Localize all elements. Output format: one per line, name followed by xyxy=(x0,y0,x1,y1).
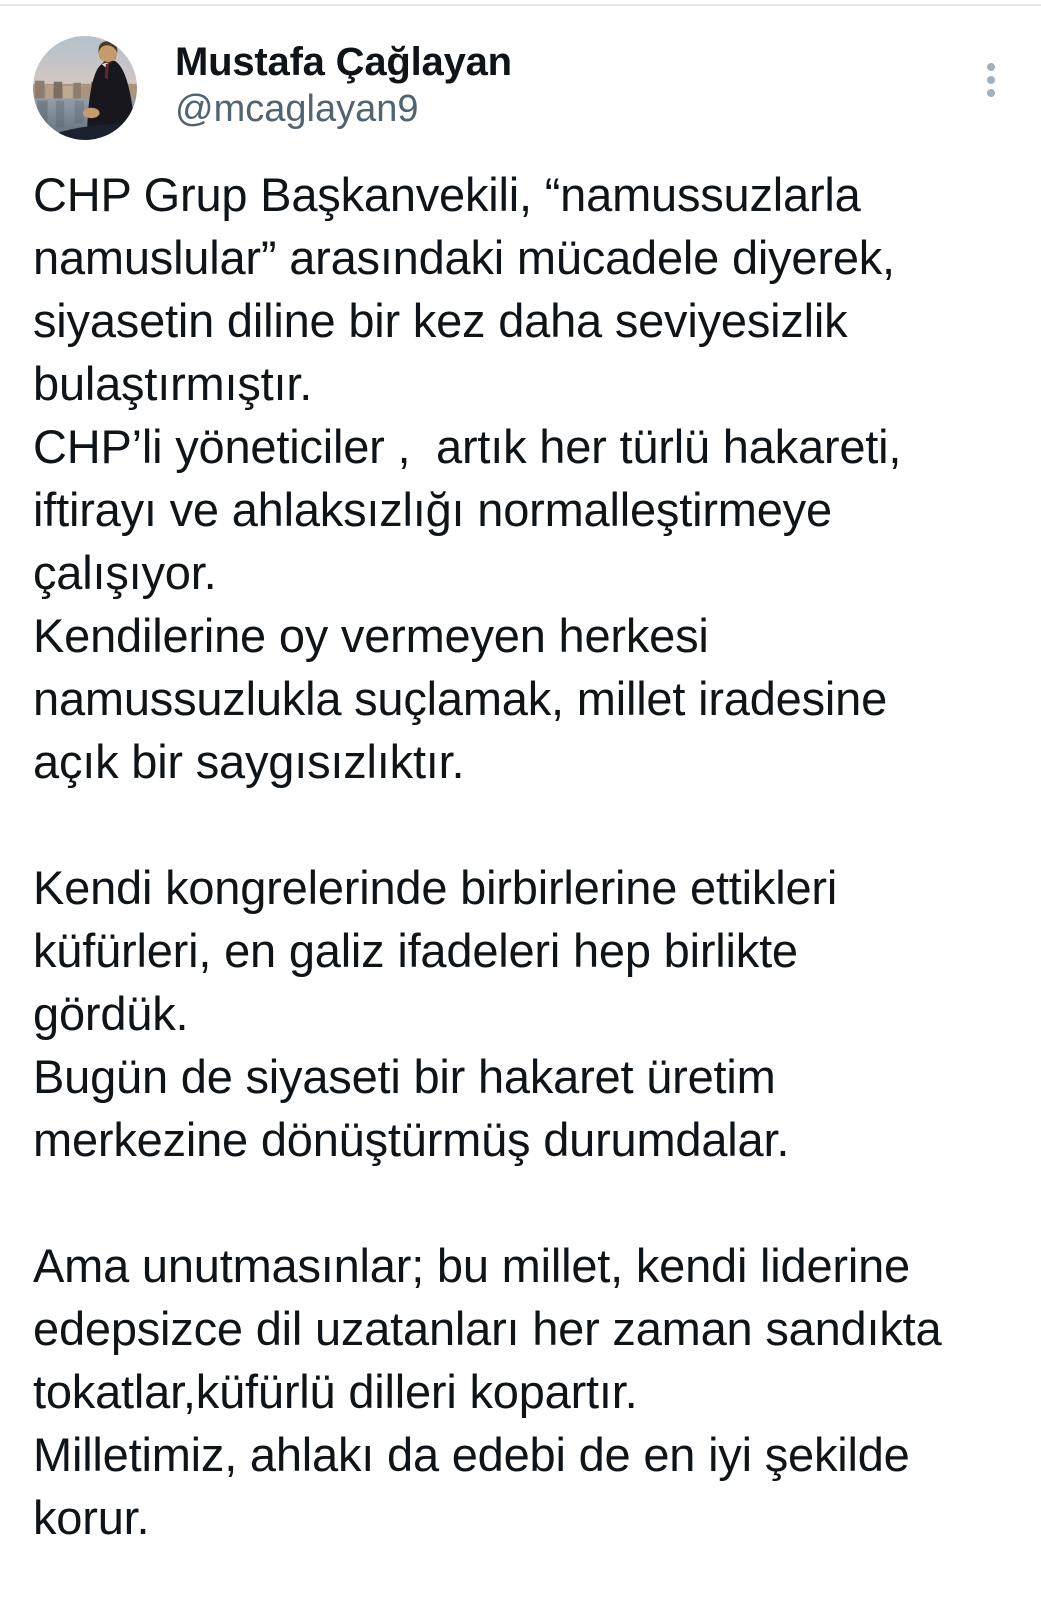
tweet-text-line: çalışıyor. xyxy=(33,546,217,599)
tweet-text-line xyxy=(33,1171,1029,1234)
tweet-text-line: namuslular” arasındaki mücadele diyerek, xyxy=(33,231,895,284)
tweet-text xyxy=(33,163,1029,1549)
display-name[interactable]: Mustafa Çağlayan xyxy=(175,40,512,84)
tweet-text-line: namussuzlukla suçlamak, millet iradesine xyxy=(33,672,888,725)
tweet-text-line: korur. xyxy=(33,1491,150,1544)
tweet-text-line: Bugün de siyaseti bir hakaret üretim xyxy=(33,1050,776,1103)
tweet-text-line: merkezine dönüştürmüş durumdalar. xyxy=(33,1113,790,1166)
avatar-image xyxy=(33,36,137,140)
tweet-header xyxy=(33,36,1021,140)
vertical-ellipsis-icon xyxy=(986,62,996,98)
tweet-text-line: tokatlar,küfürlü dilleri kopartır. xyxy=(33,1365,638,1418)
tweet-text-line: gördük. xyxy=(33,987,189,1040)
tweet-text-line: iftirayı ve ahlaksızlığı normalleştirmeye xyxy=(33,483,832,536)
tweet-text-line: CHP Grup Başkanvekili, “namussuzlarla xyxy=(33,168,861,221)
tweet-text-line: CHP’li yöneticiler , artık her türlü hakareti, xyxy=(33,420,902,473)
tweet-text-line: siyasetin diline bir kez daha seviyesizlik xyxy=(33,294,848,347)
tweet-text-line: açık bir saygısızlıktır. xyxy=(33,735,465,788)
tweet-text-line: küfürleri, en galiz ifadeleri hep birlikte xyxy=(33,924,798,977)
tweet-text-line: Ama unutmasınlar; bu millet, kendi liderine xyxy=(33,1239,910,1292)
tweet-text-line: Kendilerine oy vermeyen herkesi xyxy=(33,609,709,662)
tweet-text-line: bulaştırmıştır. xyxy=(33,357,313,410)
tweet-text-line: edepsizce dil uzatanları her zaman sandıkta xyxy=(33,1302,942,1355)
username[interactable]: @mcaglayan9 xyxy=(175,88,419,130)
top-divider xyxy=(0,4,1041,6)
user-identity xyxy=(175,36,512,132)
avatar[interactable] xyxy=(33,36,137,140)
tweet-text-line xyxy=(33,793,1029,856)
tweet-text-line: Milletimiz, ahlakı da edebi de en iyi şekilde xyxy=(33,1428,910,1481)
more-button[interactable] xyxy=(981,56,1001,104)
tweet-text-line: Kendi kongrelerinde birbirlerine ettikleri xyxy=(33,861,838,914)
